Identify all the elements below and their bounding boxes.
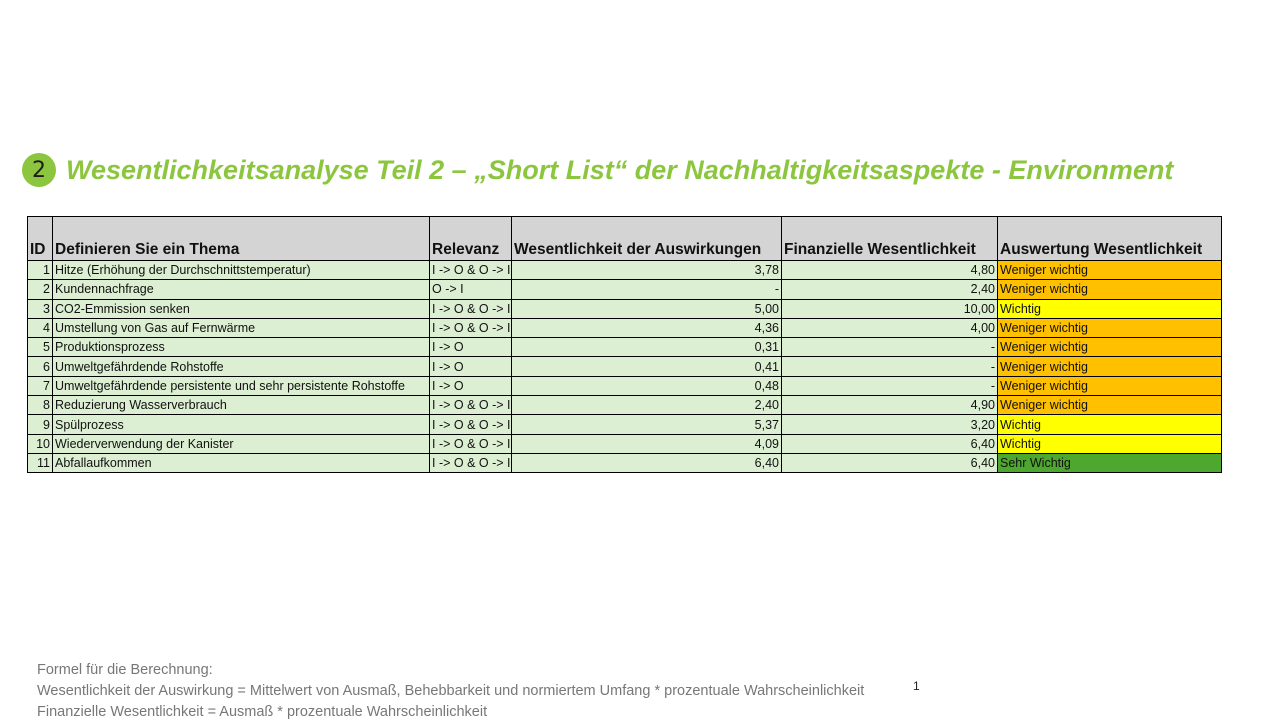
cell-relevanz: I -> O & O -> I [430, 453, 512, 472]
step-number-badge: 2 [22, 153, 56, 187]
table-row [28, 357, 1222, 376]
cell-thema: Umweltgefährdende Rohstoffe [53, 357, 430, 376]
page-number: 1 [913, 679, 920, 693]
column-header-auswirkungen: Wesentlichkeit der Auswirkungen [512, 217, 782, 261]
cell-relevanz: I -> O [430, 357, 512, 376]
cell-thema: Produktionsprozess [53, 338, 430, 357]
cell-auswertung: Weniger wichtig [998, 396, 1222, 415]
cell-finanziell: 4,00 [782, 318, 998, 337]
cell-auswertung: Wichtig [998, 299, 1222, 318]
cell-id: 10 [28, 434, 53, 453]
table-row [28, 338, 1222, 357]
cell-auswirkungen: 0,48 [512, 376, 782, 395]
formula-heading: Formel für die Berechnung: [37, 662, 213, 678]
table-row [28, 434, 1222, 453]
column-header-id: ID [28, 217, 53, 261]
cell-id: 2 [28, 280, 53, 299]
cell-auswirkungen: 5,37 [512, 415, 782, 434]
cell-thema: Kundennachfrage [53, 280, 430, 299]
cell-id: 11 [28, 453, 53, 472]
cell-auswertung: Weniger wichtig [998, 357, 1222, 376]
table-row [28, 318, 1222, 337]
cell-auswirkungen: 0,31 [512, 338, 782, 357]
table-row [28, 415, 1222, 434]
slide-title: Wesentlichkeitsanalyse Teil 2 – „Short List“ der Nachhaltigkeitsaspekte - Environment [66, 154, 1174, 185]
cell-auswirkungen: 4,36 [512, 318, 782, 337]
slide-title-row [22, 153, 1173, 187]
formula-footer [37, 660, 864, 723]
cell-thema: CO2-Emmission senken [53, 299, 430, 318]
cell-relevanz: O -> I [430, 280, 512, 299]
cell-auswirkungen: 4,09 [512, 434, 782, 453]
cell-id: 5 [28, 338, 53, 357]
cell-thema: Hitze (Erhöhung der Durchschnittstemperatur) [53, 261, 430, 280]
cell-auswirkungen: 3,78 [512, 261, 782, 280]
column-header-auswertung: Auswertung Wesentlichkeit [998, 217, 1222, 261]
cell-relevanz: I -> O & O -> I [430, 415, 512, 434]
cell-thema: Abfallaufkommen [53, 453, 430, 472]
cell-id: 1 [28, 261, 53, 280]
cell-thema: Umweltgefährdende persistente und sehr persistente Rohstoffe [53, 376, 430, 395]
cell-relevanz: I -> O & O -> I [430, 434, 512, 453]
cell-auswertung: Wichtig [998, 415, 1222, 434]
cell-id: 4 [28, 318, 53, 337]
cell-auswirkungen: 6,40 [512, 453, 782, 472]
column-header-thema: Definieren Sie ein Thema [53, 217, 430, 261]
cell-auswirkungen: 2,40 [512, 396, 782, 415]
formula-financial: Finanzielle Wesentlichkeit = Ausmaß * prozentuale Wahrscheinlichkeit [37, 704, 488, 720]
table-row [28, 376, 1222, 395]
cell-finanziell: 2,40 [782, 280, 998, 299]
table-row [28, 261, 1222, 280]
cell-auswertung: Sehr Wichtig [998, 453, 1222, 472]
table-body [28, 261, 1222, 473]
cell-auswertung: Weniger wichtig [998, 318, 1222, 337]
table-header-row [28, 217, 1222, 261]
formula-impact: Wesentlichkeit der Auswirkung = Mittelwert von Ausmaß, Behebbarkeit und normiertem Umfang * prozentuale Wahrscheinlichkeit [37, 683, 865, 699]
cell-relevanz: I -> O [430, 338, 512, 357]
cell-auswertung: Weniger wichtig [998, 376, 1222, 395]
cell-thema: Spülprozess [53, 415, 430, 434]
cell-thema: Umstellung von Gas auf Fernwärme [53, 318, 430, 337]
cell-id: 6 [28, 357, 53, 376]
materiality-table [27, 216, 1222, 473]
cell-finanziell: 6,40 [782, 434, 998, 453]
cell-id: 8 [28, 396, 53, 415]
table-row [28, 299, 1222, 318]
cell-finanziell: 3,20 [782, 415, 998, 434]
cell-finanziell: 4,80 [782, 261, 998, 280]
cell-finanziell: - [782, 357, 998, 376]
cell-finanziell: 6,40 [782, 453, 998, 472]
cell-finanziell: - [782, 338, 998, 357]
column-header-finanziell: Finanzielle Wesentlichkeit [782, 217, 998, 261]
cell-finanziell: 10,00 [782, 299, 998, 318]
cell-auswertung: Weniger wichtig [998, 280, 1222, 299]
cell-finanziell: - [782, 376, 998, 395]
cell-relevanz: I -> O & O -> I [430, 396, 512, 415]
cell-relevanz: I -> O & O -> I [430, 261, 512, 280]
cell-relevanz: I -> O & O -> I [430, 299, 512, 318]
cell-auswirkungen: 0,41 [512, 357, 782, 376]
cell-auswertung: Weniger wichtig [998, 338, 1222, 357]
cell-relevanz: I -> O & O -> I [430, 318, 512, 337]
cell-id: 7 [28, 376, 53, 395]
cell-auswirkungen: 5,00 [512, 299, 782, 318]
table-row [28, 396, 1222, 415]
table-row [28, 280, 1222, 299]
cell-finanziell: 4,90 [782, 396, 998, 415]
cell-auswertung: Wichtig [998, 434, 1222, 453]
cell-thema: Wiederverwendung der Kanister [53, 434, 430, 453]
cell-id: 9 [28, 415, 53, 434]
cell-auswertung: Weniger wichtig [998, 261, 1222, 280]
cell-thema: Reduzierung Wasserverbrauch [53, 396, 430, 415]
cell-auswirkungen: - [512, 280, 782, 299]
column-header-relevanz: Relevanz [430, 217, 512, 261]
table-row [28, 453, 1222, 472]
cell-relevanz: I -> O [430, 376, 512, 395]
cell-id: 3 [28, 299, 53, 318]
